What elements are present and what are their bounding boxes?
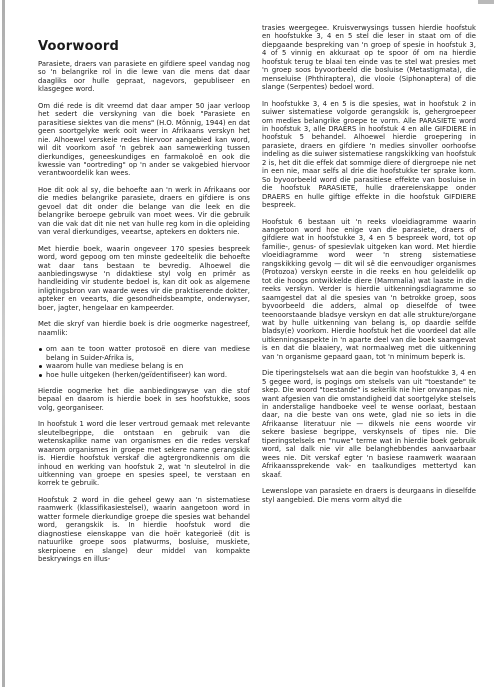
right-column	[262, 24, 476, 512]
paragraph: In hoofstuk 1 word die leser vertroud gemaak met relevante sleutelbegrippe, die ontstaan en gebruik van die wetenskaplike name van organismes en die redes verskaf waarom organismes in groepe met sekere name gerangskik is. Hierdie hoofstuk verskaf die agtergrondkennis om die inhoud en werking van hoofstuk 2, wat 'n sleutelrol in die uitkenning van groepe en spesies speel, te verstaan en korrek te gebruik.	[38, 420, 250, 488]
paragraph: Hoofstuk 6 bestaan uit 'n reeks vloeidiagramme waarin aangetoon word hoe enige van die parasiete, draers of gifdiere wat in hoofstukke 3, 4 en 5 bespreek word, tot op familie-, genus- of spesievlak uitgeken kan word. Met hierdie vloeidiagramme word weer 'n streng sistematiese rangskikking gevolg — dit wil sê die eenvoudiger organismes (Protozoa) verskyn eerste in die reeks en hou geleidelik op tot die hoogs ontwikkelde diere (Mammalia) wat laaste in die reeks verskyn. Verder is hierdie uitkenningsdiagramme so saamgestel dat al die spesies van 'n betrokke groep, soos byvoorbeeld die adders, almal op dieselfde of twee teenoorstaande bladsye verskyn en dat alle strukture/organe wat by hulle uitkenning van belang is, op daardie selfde bladsy(e) voorkom. Hierdie hoofstuk het die voordeel dat alle uitkenningsaspekte in 'n aparte deel van die boek saamgevat is en dat die blaaiery, wat normaalweg met die uitkenning van 'n organisme gepaard gaan, tot 'n minimum beperk is.	[262, 217, 476, 361]
scan-mark	[478, 0, 494, 4]
paragraph: Met hierdie boek, waarin ongeveer 170 spesies bespreek word, word gepoog om ten minste gedeeltelik die behoefte wat daar tans bestaan te bevredig. Alhoewel die aanbiedingswyse 'n didaktiese styl volg en primêr as handleiding vir studente bedoel is, kan dit ook as algemene inligtingsbron van waarde wees vir die praktiserende dokter, apteker en veearts, die gesondheidsbeampte, onderwyser, boer, jagter, hengelaar en kampeerder.	[38, 244, 250, 312]
paragraph: In hoofstukke 3, 4 en 5 is die spesies, wat in hoofstuk 2 in suiwer sistematiese volgorde gerangskik is, gehergroepeer om medies belangrike groepe te vorm. Alle PARASIETE word in hoofstuk 3, alle DRAERS in hoofstuk 4 en alle GIFDIERE in hoofstuk 5 behandel. Alhoewel hierdie groepering in parasiete, draers en gifdiere 'n medies sinvoller oorhoofse indeling as die suiwer sistematiese rangskikking van hoofstuk 2 is, het dit die effek dat sommige diere of diergroepe nie net in een nie, maar selfs al drie die hoofstukke ter sprake kom. So byvoorbeeld word die parasitiese effekte van bosluise in die hoofstuk PARASIETE, hulle draereienskappe onder DRAERS en hulle giftige effekte in die hoofstuk GIFDIERE bespreek.	[262, 99, 476, 210]
paragraph: Hierdie oogmerke het die aanbiedingswyse van die stof bepaal en daarom is hierdie boek in ses hoofstukke, soos volg, georganiseer.	[38, 386, 250, 412]
paragraph: Met die skryf van hierdie boek is drie oogmerke nagestreef, naamlik:	[38, 320, 250, 337]
paragraph: Hoofstuk 2 word in die geheel gewy aan 'n sistematiese raamwerk (klassifikasiestelsel), waarin aangetoon word in watter formele dierkundige groepe die spesies wat behandel word, gerangskik is. In hierdie hoofstuk word die diagnostiese eienskappe van die hoër kategorieë (dit is natuurlike groepe soos platwurms, bosluise, muskiete, skerpioene en slange) deur middel van kompakte beskrywings en illus-	[38, 495, 250, 564]
paragraph: Die tiperingstelsels wat aan die begin van hoofstukke 3, 4 en 5 gegee word, is pogings om stelsels van uit "toestande" te skep. Die woord "toestande" is sekerlik nie hier onvanpas nie, want afgesien van die omstandigheid dat soortgelyke stelsels in anderstalige handboeke veel te wense oorlaat, bestaan daar, na die beste van ons wete, glad nie so iets in die Afrikaanse literatuur nie — dikwels nie eens woorde vir sekere basiese begrippe, verskynsels of tipes nie. Die tiperingstelsels en "nuwe" terme wat in hierdie boek gebruik word, sal dalk nie vir alle belanghebbendes aanvaarbaar wees nie. Dit verskaf egter 'n basiese raamwerk waaraan Afrikaanssprekende vak- en taalkundiges mettertyd kan skaaf.	[262, 369, 476, 479]
page-edge-shadow	[2, 0, 5, 687]
paragraph: Om dié rede is dit vreemd dat daar amper 50 jaar verloop het sedert die verskyning van die boek "Parasiete en parasitiese siektes van die mens" (H.O. Mönnig, 1944) en dat geen soortgelyke werk ooit weer in Afrikaans verskyn het nie. Alhoewel verskeie redes hiervoor aangebied kan word, wil dit voorkom asof 'n gebrek aan samewerking tussen dierkundiges, geneeskundiges en farmakoloë en ook die kwessie van "oortreding" op 'n ander se vakgebied hiervoor verantwoordelik kan wees.	[38, 101, 250, 178]
left-column	[38, 40, 250, 572]
list-item: om aan te toon watter protosoë en diere van mediese belang in Suider-Afrika is,	[38, 345, 250, 362]
paragraph: Parasiete, draers van parasiete en gifdiere speel vandag nog so 'n belangrike rol in die lewe van die mens dat daar daagliks oor hulle gepraat, nagevors, gepubliseer en klasgegee word.	[38, 60, 250, 94]
list-item: hoe hulle uitgeken (herken/geïdentifiseer) kan word.	[38, 371, 250, 379]
paragraph: Lewenslope van parasiete en draers is deurgaans in dieselfde styl aangebied. Die mens vorm altyd die	[262, 487, 476, 504]
objectives-list	[38, 345, 250, 379]
paragraph: trasies weergegee. Kruisverwysings tussen hierdie hoofstuk en hoofstukke 3, 4 en 5 stel die leser in staat om of die diepgaande bespreking van 'n groep of spesie in hoofstuk 3, 4 of 5 vinnig en akkuraat op te spoor óf om na hierdie hoofstuk terug te blaai ten einde vas te stel wat presies met 'n groep soos byvoorbeeld die bosluise (Metastigmata), die menseluise (Phthiraptera), die vlooie (Siphonaptera) of die slange (Serpentes) bedoel word.	[262, 24, 476, 92]
page-title: Voorwoord	[38, 39, 120, 54]
list-item: waarom hulle van mediese belang is en	[38, 362, 250, 370]
paragraph: Hoe dit ook al sy, die behoefte aan 'n werk in Afrikaans oor die medies belangrike parasiete, draers en gifdiere is ons gevoel dat dit onder die belange van die leek en die belangrike beroepe gebruik van moet wees. Vir die gebruik van die vak dat dit nie net van hulle reg kom in die opleiding van veral dierkundiges, veeartse, aptekers en dokters nie.	[38, 185, 250, 237]
